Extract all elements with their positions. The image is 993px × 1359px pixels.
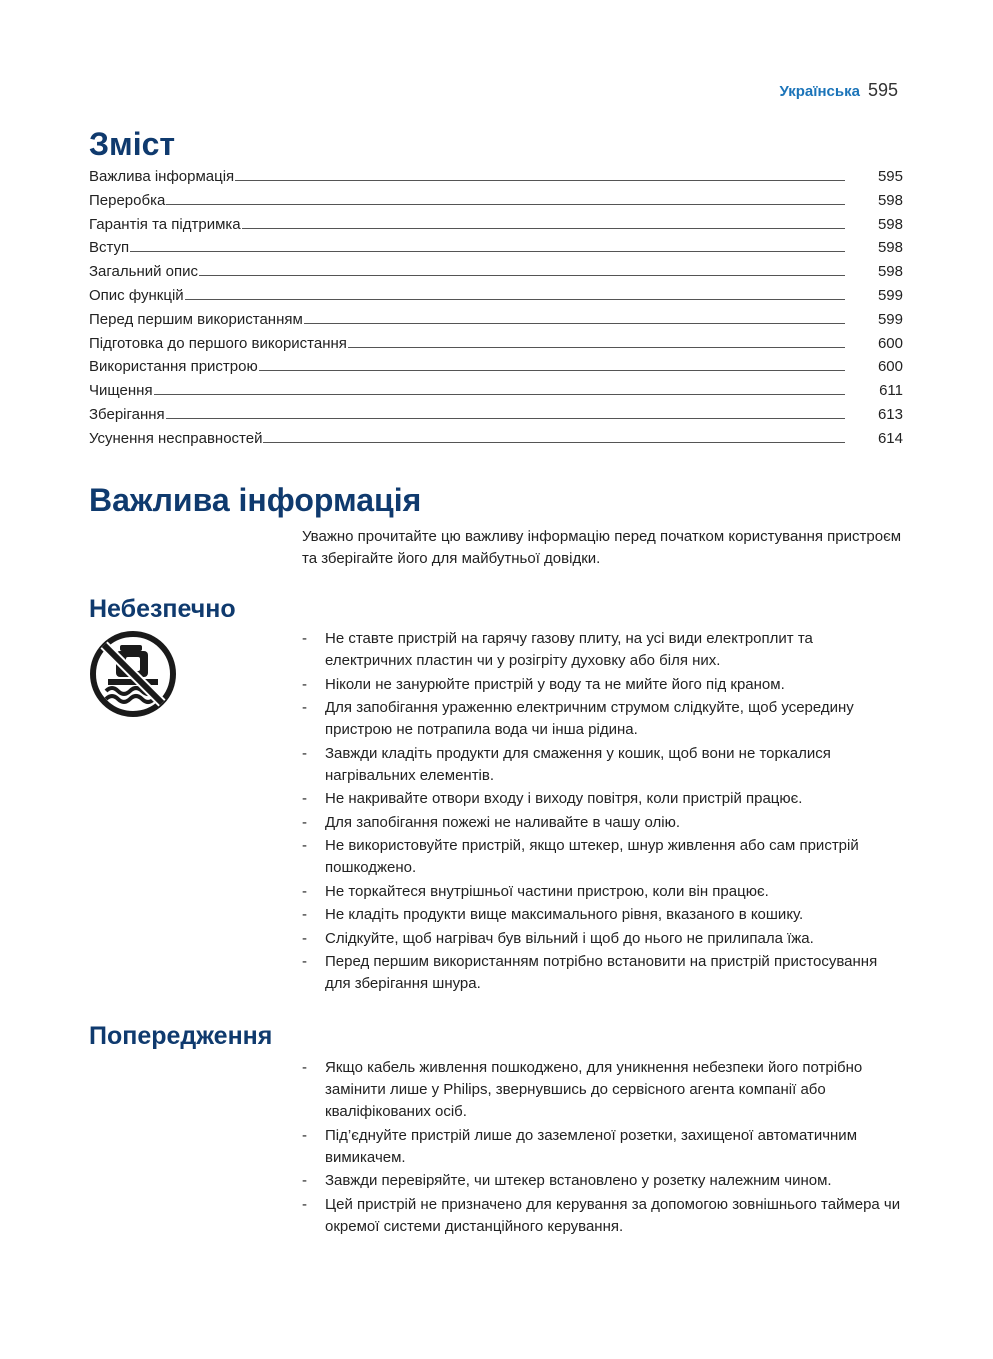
warning-item-text: Цей пристрій не призначено для керування за допомогою зовнішнього таймера чи окремої системи дистанційного керування. (325, 1195, 901, 1235)
toc-leader (242, 216, 845, 229)
toc-item[interactable] (89, 406, 903, 430)
language-label: Українська (779, 83, 860, 100)
no-water-immersion-icon (88, 629, 178, 719)
toc-item[interactable] (89, 192, 903, 216)
list-marker: - (302, 813, 307, 831)
toc-item[interactable] (89, 287, 903, 311)
toc-item-label: Зберігання (89, 405, 165, 423)
warning-item (302, 1125, 902, 1169)
toc-item[interactable] (89, 216, 903, 240)
warning-item (302, 1057, 902, 1123)
danger-title: Небезпечно (89, 595, 236, 623)
list-marker: - (302, 1195, 307, 1213)
page-number: 595 (867, 80, 898, 100)
toc-leader (199, 263, 845, 276)
danger-item (302, 904, 902, 926)
danger-list (302, 628, 902, 997)
toc-item-label: Підготовка до першого використання (89, 334, 347, 352)
warning-item (302, 1194, 902, 1238)
warning-item-text: Під’єднуйте пристрій лише до заземленої розетки, захищеної автоматичним вимикачем. (325, 1126, 858, 1166)
toc-item-label: Використання пристрою (89, 358, 258, 376)
danger-item-text: Не ставте пристрій на гарячу газову плиту, на усі види електроплит та електричних пластин чи у розігріту духовку або біля них. (325, 630, 813, 669)
toc-item-page: 600 (877, 358, 903, 376)
danger-item (302, 674, 902, 696)
list-marker: - (302, 699, 307, 716)
list-marker: - (302, 953, 307, 970)
toc-item-label: Усунення несправностей (89, 429, 263, 447)
danger-item (302, 951, 902, 995)
important-intro: Уважно прочитайте цю важливу інформацію перед початком користування пристроєм та зберігайте його для майбутньої довідки. (302, 528, 902, 567)
toc-leader (235, 168, 845, 181)
toc-item[interactable] (89, 335, 903, 359)
danger-item-text: Слідкуйте, щоб нагрівач був вільний і щоб до нього не прилипала їжа. (325, 929, 814, 947)
toc-item-page: 614 (877, 429, 903, 447)
toc-item-label: Вступ (89, 239, 130, 257)
danger-item (302, 788, 902, 810)
toc-item[interactable] (89, 263, 903, 287)
toc-leader (166, 406, 845, 419)
list-marker: - (302, 1059, 307, 1076)
list-marker: - (302, 744, 307, 762)
toc-item[interactable] (89, 311, 903, 335)
danger-item-text: Не використовуйте пристрій, якщо штекер, шнур живлення або сам пристрій пошкоджено. (325, 837, 859, 876)
list-marker: - (302, 837, 307, 854)
toc-list (89, 168, 903, 454)
toc-item[interactable] (89, 358, 903, 382)
danger-item (302, 697, 902, 741)
page-header (779, 80, 898, 101)
toc-item-page: 598 (877, 215, 903, 233)
danger-item-text: Перед першим використанням потрібно встановити на пристрій пристосування для зберігання шнура. (325, 953, 878, 992)
toc-item-label: Важлива інформація (89, 168, 235, 185)
danger-item (302, 881, 902, 903)
toc-item-page: 598 (877, 263, 903, 281)
danger-item-text: Не накривайте отвори входу і виходу повітря, коли пристрій працює. (325, 790, 803, 807)
danger-item-text: Для запобігання ураженню електричним струмом слідкуйте, щоб усередину пристрою не потрапила вода чи інша рідина. (325, 699, 854, 738)
toc-item-label: Перед першим використанням (89, 310, 303, 328)
list-marker: - (302, 790, 307, 807)
toc-item[interactable] (89, 382, 903, 406)
danger-item-text: Не торкайтеся внутрішньої частини пристрою, коли він працює. (325, 882, 769, 900)
list-marker: - (302, 906, 307, 923)
toc-leader (130, 239, 845, 252)
toc-item-label: Опис функцій (89, 286, 184, 304)
warning-item-text: Якщо кабель живлення пошкоджено, для уникнення небезпеки його потрібно замінити лише у Philips, звернувшись до сервісного агента компанії або кваліфікованих осіб. (325, 1059, 863, 1120)
warning-title: Попередження (89, 1022, 273, 1050)
toc-item-page: 598 (877, 239, 903, 257)
danger-item-text: Не кладіть продукти вище максимального рівня, вказаного в кошику. (325, 906, 804, 923)
danger-item-text: Ніколи не занурюйте пристрій у воду та не мийте його під краном. (325, 675, 785, 693)
danger-item-text: Завжди кладіть продукти для смаження у кошик, щоб вони не торкалися нагрівальних елементів. (325, 744, 831, 784)
toc-leader (348, 335, 845, 348)
danger-item-text: Для запобігання пожежі не наливайте в чашу олію. (325, 813, 680, 831)
warning-item (302, 1170, 902, 1192)
toc-item-page: 599 (877, 310, 903, 328)
danger-item (302, 835, 902, 879)
danger-item (302, 812, 902, 834)
toc-item-label: Загальний опис (89, 263, 199, 281)
list-marker: - (302, 882, 307, 900)
list-marker: - (302, 630, 307, 647)
toc-item[interactable] (89, 239, 903, 263)
toc-leader (185, 287, 845, 300)
toc-leader (166, 192, 845, 205)
toc-item-page: 595 (877, 168, 903, 185)
toc-item-page: 598 (877, 191, 903, 209)
toc-item[interactable] (89, 430, 903, 454)
warning-item-text: Завжди перевіряйте, чи штекер встановлено у розетку належним чином. (325, 1172, 832, 1189)
list-marker: - (302, 929, 307, 947)
toc-leader (304, 311, 845, 324)
toc-item-label: Гарантія та підтримка (89, 215, 241, 233)
toc-item-page: 600 (877, 334, 903, 352)
toc-leader (154, 382, 845, 395)
list-marker: - (302, 1172, 307, 1189)
danger-item (302, 743, 902, 787)
toc-item[interactable] (89, 168, 903, 192)
toc-item-page: 611 (879, 382, 903, 400)
warning-list (302, 1057, 902, 1239)
toc-item-label: Чищення (89, 382, 153, 400)
toc-item-page: 599 (877, 286, 903, 304)
toc-leader (263, 430, 845, 443)
list-marker: - (302, 675, 307, 693)
toc-leader (259, 358, 845, 371)
list-marker: - (302, 1126, 307, 1144)
toc-title: Зміст (89, 126, 176, 162)
toc-item-page: 613 (877, 405, 903, 423)
danger-item (302, 628, 902, 672)
toc-item-label: Переробка (89, 191, 166, 209)
important-info-title: Важлива інформація (89, 482, 422, 518)
danger-item (302, 928, 902, 950)
